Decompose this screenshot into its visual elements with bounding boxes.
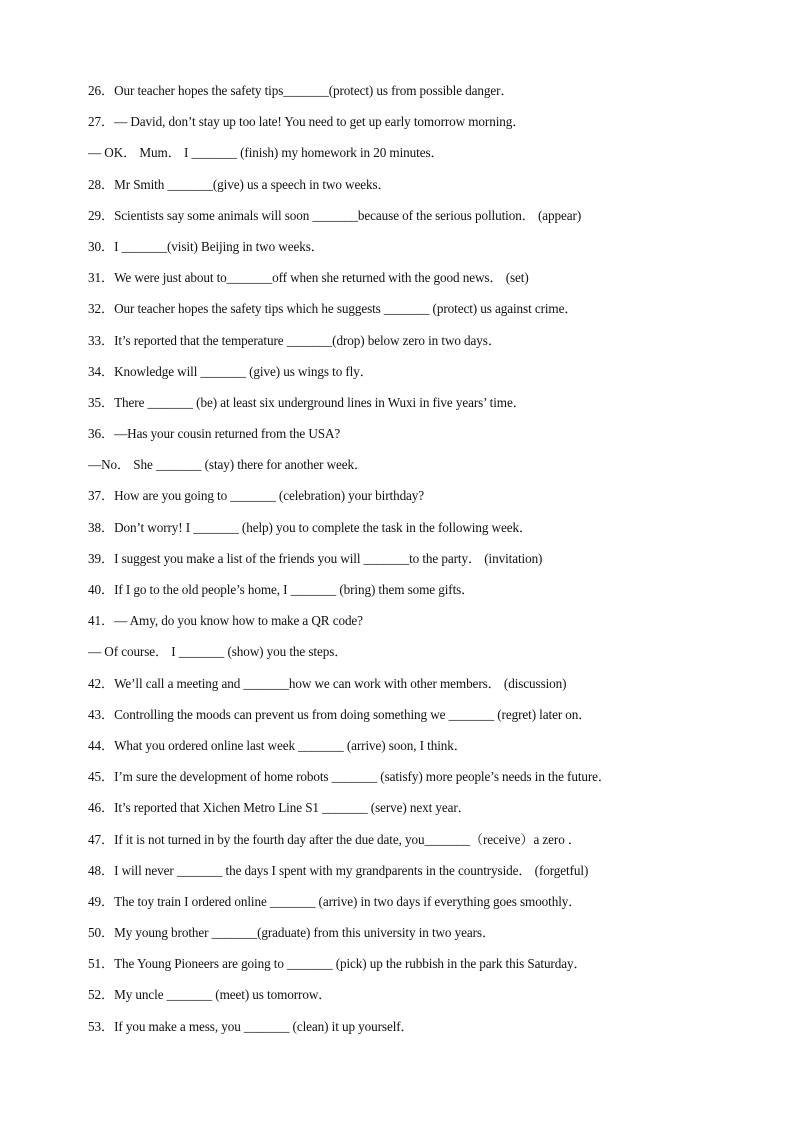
exercise-line: 47．If it is not turned in by the fourth day after the due date, you_______（receive）a zero ． — [88, 831, 581, 847]
exercise-line: 50．My young brother _______(graduate) from this university in two years． — [88, 925, 496, 941]
exercise-line: — OK． Mum． I _______ (finish) my homework in 20 minutes． — [88, 145, 444, 161]
exercise-line: 42．We’ll call a meeting and _______how we can work with other members． (discussion) — [88, 675, 567, 691]
exercise-line: 29．Scientists say some animals will soon _______because of the serious pollution． (appear) — [88, 207, 582, 223]
exercise-line: 44．What you ordered online last week _______ (arrive) soon, I think． — [88, 737, 467, 753]
exercise-list — [88, 82, 778, 1049]
exercise-line: 40．If I go to the old people’s home, I _______ (bring) them some gifts． — [88, 582, 475, 597]
exercise-line: 33．It’s reported that the temperature _______(drop) below zero in two days． — [88, 332, 501, 348]
exercise-line: 34．Knowledge will _______ (give) us wings to fly． — [88, 363, 373, 379]
exercise-line: 30．I _______(visit) Beijing in two weeks． — [88, 238, 324, 254]
exercise-line: 31．We were just about to_______off when she returned with the good news． (set) — [88, 270, 529, 286]
exercise-line: 39．I suggest you make a list of the friends you will _______to the party． (invitation) — [88, 550, 543, 566]
exercise-line: 45．I’m sure the development of home robots _______ (satisfy) more people’s needs in the future． — [88, 769, 612, 785]
exercise-line: 51．The Young Pioneers are going to _______ (pick) up the rubbish in the park this Saturday． — [88, 956, 587, 972]
exercise-line: 49．The toy train I ordered online _______ (arrive) in two days if everything goes smoothly． — [88, 893, 582, 909]
exercise-line: —No． She _______ (stay) there for another week． — [88, 457, 368, 473]
exercise-line: 37．How are you going to _______ (celebration) your birthday? — [88, 488, 425, 504]
exercise-line: 35．There _______ (be) at least six underground lines in Wuxi in five years’ time． — [88, 394, 526, 410]
exercise-line: 46．It’s reported that Xichen Metro Line S1 _______ (serve) next year． — [88, 800, 471, 816]
exercise-line: 28．Mr Smith _______(give) us a speech in two weeks． — [88, 176, 391, 192]
exercise-line: 53．If you make a mess, you _______ (clean) it up yourself． — [88, 1018, 414, 1034]
exercise-line: — Of course． I _______ (show) you the steps． — [88, 644, 348, 660]
exercise-line: 38．Don’t worry! I _______ (help) you to complete the task in the following week． — [88, 519, 533, 535]
exercise-line: 43．Controlling the moods can prevent us from doing something we _______ (regret) later on． — [88, 706, 592, 722]
exercise-line: 32．Our teacher hopes the safety tips which he suggests _______ (protect) us against crime． — [88, 301, 578, 317]
exercise-line: 36．—Has your cousin returned from the USA? — [88, 426, 341, 442]
exercise-line: 52．My uncle _______ (meet) us tomorrow． — [88, 987, 332, 1003]
exercise-line: 27．— David, don’t stay up too late! You need to get up early tomorrow morning． — [88, 114, 526, 130]
exercise-line: 48．I will never _______ the days I spent with my grandparents in the countryside． (forgetful) — [88, 862, 589, 878]
exercise-line: 41．— Amy, do you know how to make a QR code? — [88, 613, 363, 629]
exercise-line: 26．Our teacher hopes the safety tips_______(protect) us from possible danger． — [88, 83, 514, 98]
